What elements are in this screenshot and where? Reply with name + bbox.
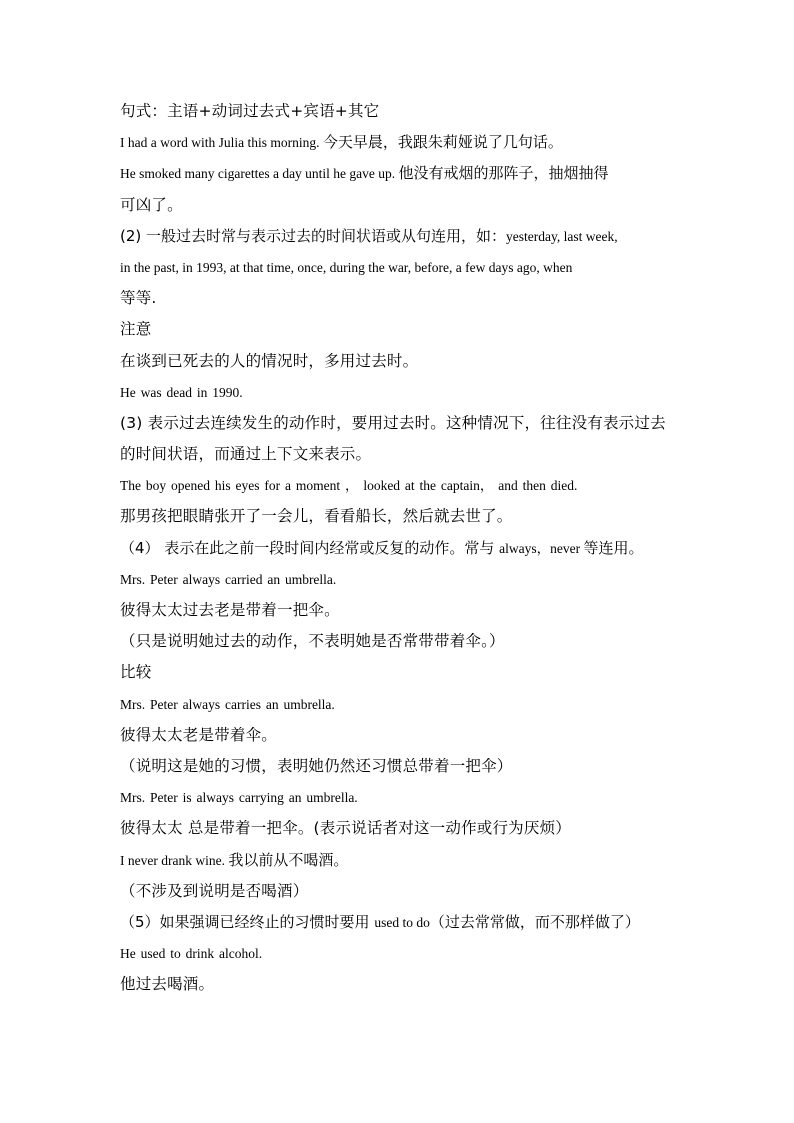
chinese-translation: 我以前从不喝酒。	[228, 850, 349, 869]
etc-line: 等等.	[120, 289, 157, 308]
rule-text: (2) 一般过去时常与表示过去的时间状语或从句连用，如：	[120, 226, 507, 245]
explanation-note: （不涉及到说明是否喝酒）	[120, 881, 309, 900]
rule-3-text: 的时间状语，而通过上下文来表示。	[120, 445, 372, 464]
chinese-translation: 彼得太太 总是带着一把伞。(表示说话者对这一动作或行为厌烦）	[120, 819, 571, 838]
time-expressions-list: in the past, in 1993, at that time, once, during the war, before, a few days ago, when	[120, 259, 573, 275]
explanation-note: （只是说明她过去的动作，不表明她是否常带带着伞。）	[120, 632, 505, 651]
example-sentence: He used to drink alcohol.	[120, 946, 263, 962]
example-sentence: Mrs. Peter always carries an umbrella.	[120, 696, 335, 712]
rule-2-heading	[120, 221, 680, 252]
chinese-translation: 他过去喝酒。	[120, 975, 215, 994]
rule-text-end: （过去常常做，而不那样做了）	[429, 912, 640, 931]
example-sentence	[120, 845, 680, 876]
time-expressions: yesterday, last week,	[506, 228, 618, 244]
rule-text: （4） 表示在此之前一段时间内经常或反复的动作。常与	[120, 538, 500, 557]
chinese-translation: 彼得太太老是带着伞。	[120, 725, 278, 744]
note-text: 在谈到已死去的人的情况时，多用过去时。	[120, 351, 419, 370]
chinese-translation: 他没有戒烟的那阵子，抽烟抽得	[398, 164, 609, 183]
example-sentence: He was dead in 1990.	[120, 384, 243, 400]
document-body	[120, 96, 680, 1000]
sentence-pattern-line: 句式：主语+动词过去式+宾语+其它	[120, 102, 380, 120]
note-heading: 注意	[120, 320, 152, 339]
example-sentence: Mrs. Peter always carried an umbrella.	[120, 571, 337, 587]
example-sentence	[120, 158, 680, 189]
rule-4-heading	[120, 533, 680, 564]
chinese-translation: 彼得太太过去老是带着一把伞。	[120, 601, 340, 619]
example-sentence: Mrs. Peter is always carrying an umbrella.	[120, 790, 358, 806]
english-example: He smoked many cigarettes a day until he gave up.	[120, 166, 399, 182]
example-sentence	[120, 127, 680, 158]
explanation-note: （说明这是她的习惯，表明她仍然还习惯总带着一把伞）	[120, 756, 513, 775]
compare-heading: 比较	[120, 663, 152, 682]
rule-5-heading	[120, 907, 680, 938]
chinese-translation: 今天早晨，我跟朱莉娅说了几句话。	[322, 133, 563, 152]
example-sentence: The boy opened his eyes for a moment ， looked at the captain， and then died.	[120, 478, 578, 494]
rule-text-end: 等连用。	[583, 538, 644, 557]
used-to-phrase: used to do	[374, 914, 430, 930]
adverb-examples: always，never	[499, 540, 584, 556]
chinese-translation: 可凶了。	[120, 195, 183, 214]
rule-3-heading: (3) 表示过去连续发生的动作时，要用过去时。这种情况下，往往没有表示过去	[120, 413, 666, 432]
rule-text: （5）如果强调已经终止的习惯时要用	[120, 912, 375, 931]
english-example: I had a word with Julia this morning.	[120, 135, 323, 151]
english-example: I never drank wine.	[120, 852, 229, 868]
chinese-translation: 那男孩把眼睛张开了一会儿，看看船长，然后就去世了。	[120, 507, 513, 526]
